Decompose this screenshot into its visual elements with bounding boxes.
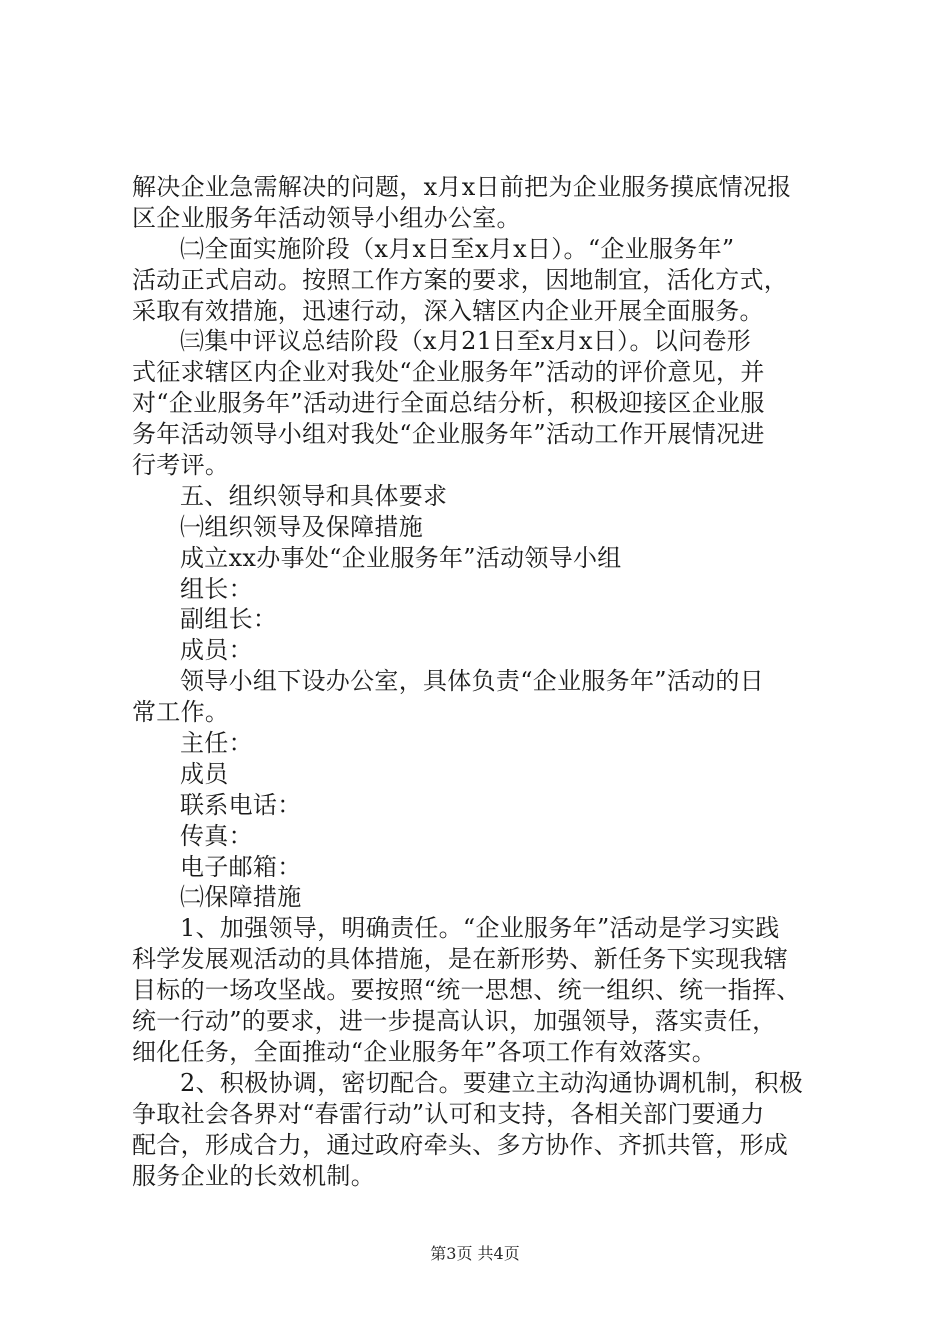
text-line: 1、加强领导，明确责任。“企业服务年”活动是学习实践 (180, 914, 780, 943)
text-line: ㈡全面实施阶段（x月x日至x月x日）。“企业服务年” (180, 234, 735, 263)
text-line: 争取社会各界对“春雷行动”认可和支持，各相关部门要通力 (132, 1099, 765, 1128)
text-line: 常工作。 (132, 698, 230, 727)
text-line: 务年活动领导小组对我处“企业服务年”活动工作开展情况进 (132, 420, 765, 449)
text-line: 配合，形成合力，通过政府牵头、多方协作、齐抓共管，形成 (132, 1130, 789, 1159)
text-line: 联系电话： (180, 790, 302, 819)
text-line: 电子邮箱： (180, 852, 302, 881)
text-line: 活动正式启动。按照工作方案的要求，因地制宜，活化方式， (132, 265, 789, 294)
text-line: ㈡保障措施 (180, 883, 302, 912)
text-line: 式征求辖区内企业对我处“企业服务年”活动的评价意见，并 (132, 358, 765, 387)
text-line: ㈢集中评议总结阶段（x月21日至x月x日）。以问卷形 (180, 327, 751, 356)
text-line: 主任： (180, 729, 253, 758)
text-line: 成立xx办事处“企业服务年”活动领导小组 (180, 543, 622, 572)
text-line: 解决企业急需解决的问题，x月x日前把为企业服务摸底情况报 (132, 173, 792, 201)
text-line: 行考评。 (132, 451, 230, 480)
text-line: 对“企业服务年”活动进行全面总结分析，积极迎接区企业服 (132, 389, 765, 418)
text-line: 2、积极协调，密切配合。要建立主动沟通协调机制，积极 (180, 1068, 804, 1097)
text-line: 传真： (180, 821, 253, 850)
text-line: 服务企业的长效机制。 (132, 1161, 375, 1190)
text-line: 成员： (180, 636, 253, 665)
text-line: 区企业服务年活动领导小组办公室。 (132, 203, 521, 232)
page-footer: 第3页 共4页 (430, 1244, 520, 1263)
text-line: 副组长： (180, 605, 278, 634)
text-line: 领导小组下设办公室，具体负责“企业服务年”活动的日 (180, 667, 765, 696)
text-line: 细化任务，全面推动“企业服务年”各项工作有效落实。 (132, 1037, 717, 1066)
text-line: 五、组织领导和具体要求 (180, 481, 448, 510)
text-line: 采取有效措施，迅速行动，深入辖区内企业开展全面服务。 (132, 296, 764, 325)
text-line: 成员 (180, 759, 229, 788)
text-line: 科学发展观活动的具体措施，是在新形势、新任务下实现我辖 (132, 945, 789, 974)
text-line: 目标的一场攻坚战。要按照“统一思想、统一组织、统一指挥、 (132, 976, 801, 1005)
text-line: 统一行动”的要求，进一步提高认识，加强领导，落实责任， (132, 1007, 777, 1036)
document-body (132, 172, 832, 1191)
text-line: ㈠组织领导及保障措施 (180, 512, 423, 541)
text-line: 组长： (180, 574, 253, 603)
